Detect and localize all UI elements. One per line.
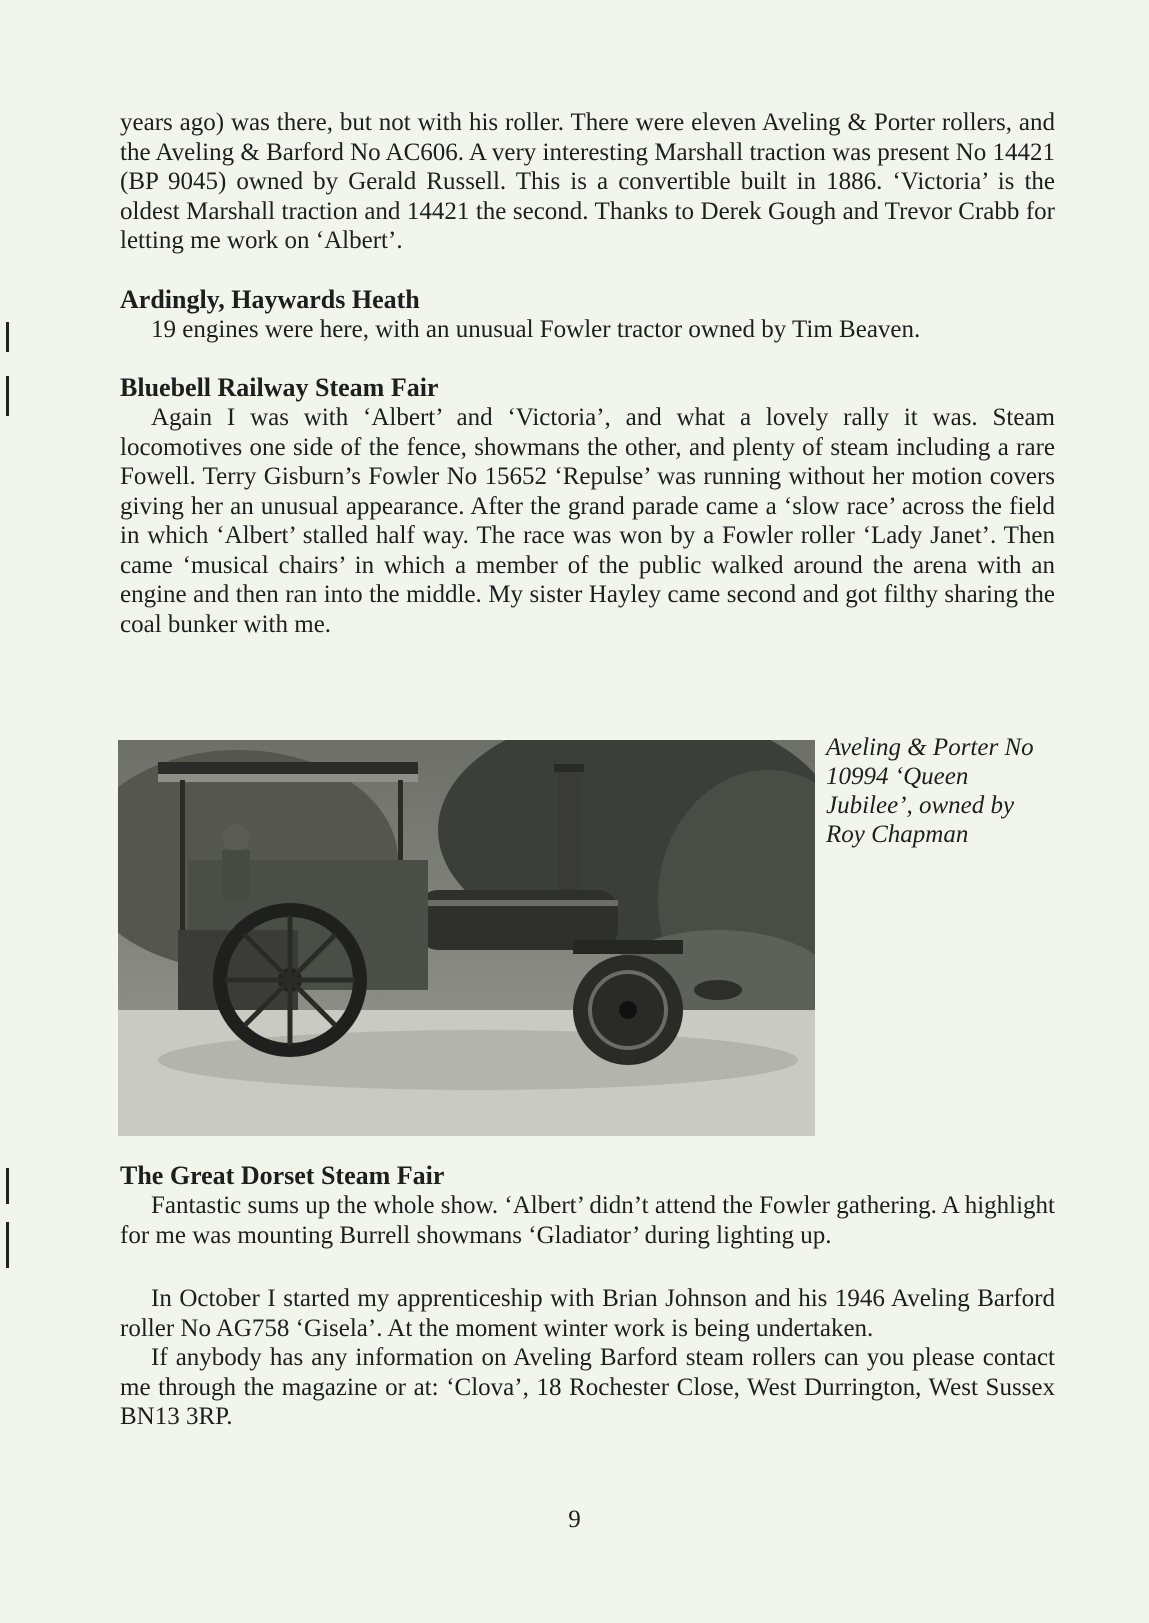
margin-mark xyxy=(6,1222,9,1268)
intro-paragraph: years ago) was there, but not with his roller. There were eleven Aveling & Porter rollers, and the Aveling & Barford No AC606. A very interesting Marshall traction was present No 14421 (BP 9045) owned by Gerald Russell. This is a convertible built in 1886. ‘Victoria’ is the oldest Marshall traction and 14421 the second. Thanks to Derek Gough and Trevor Crabb for letting me work on ‘Albert’. xyxy=(120,109,1055,254)
section-heading-ardingly: Ardingly, Haywards Heath xyxy=(120,284,420,314)
contact-paragraph: If anybody has any information on Aveling Barford steam rollers can you please contact me through the magazine or at: ‘Clova’, 18 Rochester Close, West Durrington, West Sussex BN13 3RP. xyxy=(120,1344,1055,1430)
section-heading-great-dorset: The Great Dorset Steam Fair xyxy=(120,1161,445,1190)
margin-mark xyxy=(6,376,9,416)
photo-caption: Aveling & Porter No 10994 ‘Queen Jubilee’, owned by Roy Chapman xyxy=(826,734,1034,848)
margin-mark xyxy=(6,322,9,352)
great-dorset-paragraph: Fantastic sums up the whole show. ‘Albert’ didn’t attend the Fowler gathering. A highlight for me was mounting Burrell showmans ‘Gladiator’ during lighting up. xyxy=(120,1192,1055,1249)
ardingly-paragraph: 19 engines were here, with an unusual Fowler tractor owned by Tim Beaven. xyxy=(151,315,921,343)
lower-text-block xyxy=(120,1160,1055,1432)
page-number: 9 xyxy=(568,1506,581,1533)
apprenticeship-paragraph: In October I started my apprenticeship with Brian Johnson and his 1946 Aveling Barford roller No AG758 ‘Gisela’. At the moment winter work is being undertaken. xyxy=(120,1285,1055,1342)
margin-mark xyxy=(6,1168,9,1204)
steam-roller-icon xyxy=(118,740,815,1136)
upper-text-block xyxy=(120,108,1055,639)
steam-roller-photo xyxy=(118,740,815,1136)
section-heading-bluebell: Bluebell Railway Steam Fair xyxy=(120,373,439,402)
bluebell-paragraph: Again I was with ‘Albert’ and ‘Victoria’, and what a lovely rally it was. Steam locomotives one side of the fence, showmans the other, and plenty of steam including a rare Fowell. Terry Gisburn’s Fowler No 15652 ‘Repulse’ was running without her motion covers giving her an unusual appearance. After the grand parade came a ‘slow race’ across the field in which ‘Albert’ stalled half way. The race was won by a Fowler roller ‘Lady Janet’. Then came ‘musical chairs’ in which a member of the public walked around the arena with an engine and then ran into the middle. My sister Hayley came second and got filthy sharing the coal bunker with me. xyxy=(120,404,1055,638)
